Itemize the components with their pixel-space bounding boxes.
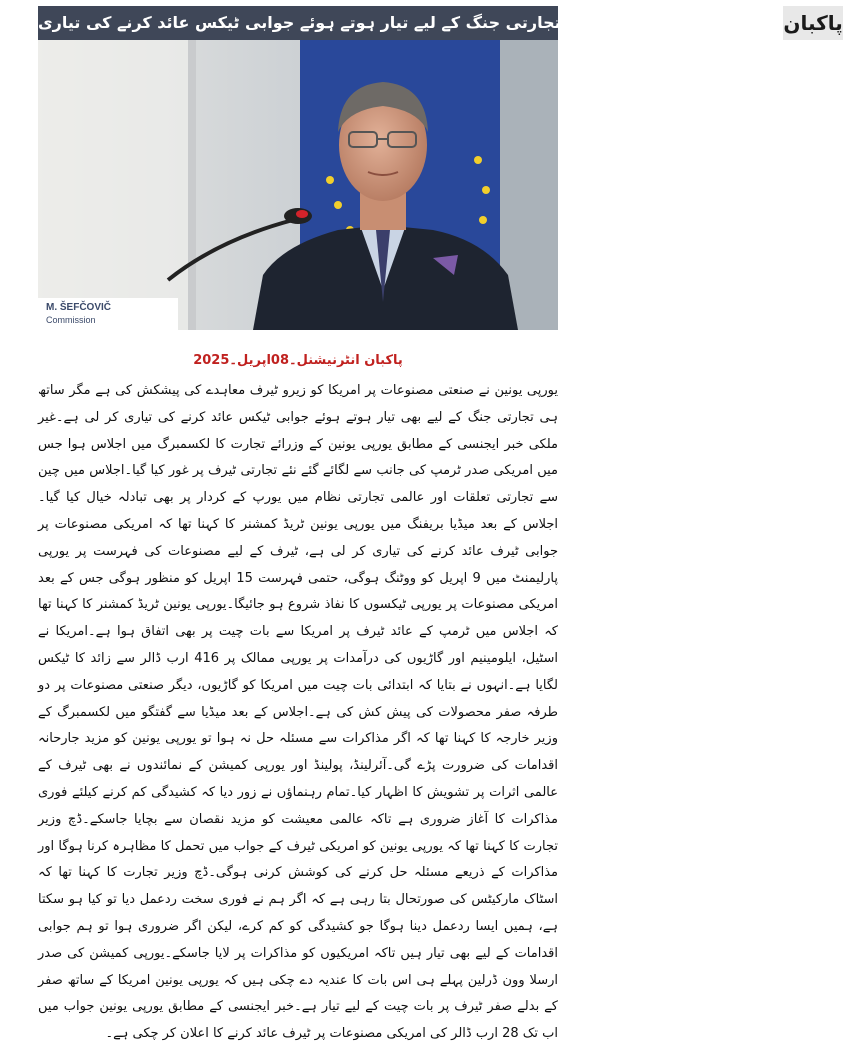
dateline: پاکبان انٹرنیشنل۔08اپریل۔2025	[193, 353, 403, 368]
brand-logo: پاکبان	[780, 6, 842, 40]
headline-text: یورپی یونین کی امریکا کو تجارتی جنگ کے لیے تیار ہوتے ہوئے جوابی ٹیکس عائد کرنے کی تیاری	[38, 13, 771, 32]
article-body: یورپی یونین نے صنعتی مصنوعات پر امریکا کو زیرو ٹیرف معاہدے کی پیشکش کی ہے مگر ساتھ ہی تجارتی جنگ کے لیے بھی تیار ہوتے ہوئے جوابی ٹیکس عائد کرنے کی تیاری کر لی ہے۔غیر ملکی خبر ایجنسی کے مطابق یورپی یونین کے وزرائے تجارت کا لکسمبرگ میں اجلاس ہوا جس میں امریکی صدر ٹرمپ کی جانب سے لگائے گئے نئے تجارتی ٹیرف پر غور کیا گیا۔اجلاس میں چین سے تجارتی تعلقات اور عالمی تجارتی نظام میں یورپ کے کردار پر بھی تبادلہ خیال کیا گیا۔اجلاس کے بعد میڈیا بریفنگ میں یورپی یونین ٹریڈ کمشنر کا کہنا تھا کہ امریکی مصنوعات پر جوابی ٹیرف عائد کرنے کی تیاری کر لی ہے، ٹیرف کے لیے مصنوعات کی فہرست پر یورپی پارلیمنٹ میں 9 اپریل کو ووٹنگ ہوگی، حتمی فہرست 15 اپریل کو منظور ہوگی جس کے بعد امریکی مصنوعات پر یورپی ٹیکسوں کا نفاذ شروع ہو جائیگا۔یورپی یونین ٹریڈ کمشنر کا کہنا تھا کہ اجلاس میں ٹرمپ کے عائد ٹیرف پر امریکا سے بات چیت پر بھی اتفاق ہوا ہے۔امریکا نے اسٹیل، ایلومینیم اور گاڑیوں کی درآمدات پر یورپی ممالک پر 416 ارب ڈالر سے زائد کا ٹیکس لگایا ہے۔انہوں نے بتایا کہ ابتدائی بات چیت میں امریکا کو گاڑیوں، دیگر صنعتی مصنوعات پر دو طرفہ صفر محصولات کی پیش کش کی ہے۔اجلاس کے بعد میڈیا سے گفتگو میں لکسمبرگ کے وزیر خارجہ کا کہنا تھا کہ اگر مذاکرات سے مسئلہ حل نہ ہوا تو یورپی یونین کو مزید جارحانہ اقدامات کی ضرورت پڑے گی۔آئرلینڈ، پولینڈ اور یورپی کمیشن کے نمائندوں نے بھی ٹیرف کے عالمی اثرات پر تشویش کا اظہار کیا۔تمام رہنماؤں نے زور دیا کہ کشیدگی کم کرنے کیلئے فوری مذاکرات کا آغاز ضروری ہے تاکہ عالمی معیشت کو مزید نقصان سے بچایا جاسکے۔ڈچ وزیر تجارت کا کہنا تھا کہ یورپی یونین کو امریکی ٹیرف کے جواب میں تحمل کا مظاہرہ کرنا ہوگا اور مذاکرات کے ذریعے مسئلہ حل کرنے کی کوشش کرنی ہوگی۔ڈچ وزیر تجارت کا کہنا تھا کہ اسٹاک مارکیٹس کی صورتحال بتا رہی ہے کہ اگر ہم نے فوری سخت ردعمل دیا تو کیا ہو سکتا ہے، ہمیں ایسا ردعمل دینا ہوگا جو کشیدگی کو کم کرے، لیکن اگر ضروری ہوا تو ہم جوابی اقدامات کے لیے بھی تیار ہیں تاکہ امریکیوں کو مذاکرات پر لایا جاسکے۔یورپی کمیشن کی صدر ارسلا وون ڈرلین پہلے ہی اس بات کا عندیہ دے چکی ہیں کہ یورپی یونین امریکا کے ساتھ صفر کے بدلے صفر ٹیرف پر بات چیت کے لیے تیار ہے۔خبر ایجنسی کے مطابق یورپی یونین جواب میں اب تک 28 ارب ڈالر کی امریکی مصنوعات پر ٹیرف عائد کرنے کا اعلان کر چکی ہے۔	[38, 383, 559, 1042]
nameplate-title: Commission	[46, 315, 96, 325]
nameplate-name: M. ŠEFČOVIČ	[46, 302, 112, 313]
headline-banner	[38, 6, 843, 40]
photo-illustration	[38, 40, 558, 330]
news-photo	[38, 40, 558, 330]
